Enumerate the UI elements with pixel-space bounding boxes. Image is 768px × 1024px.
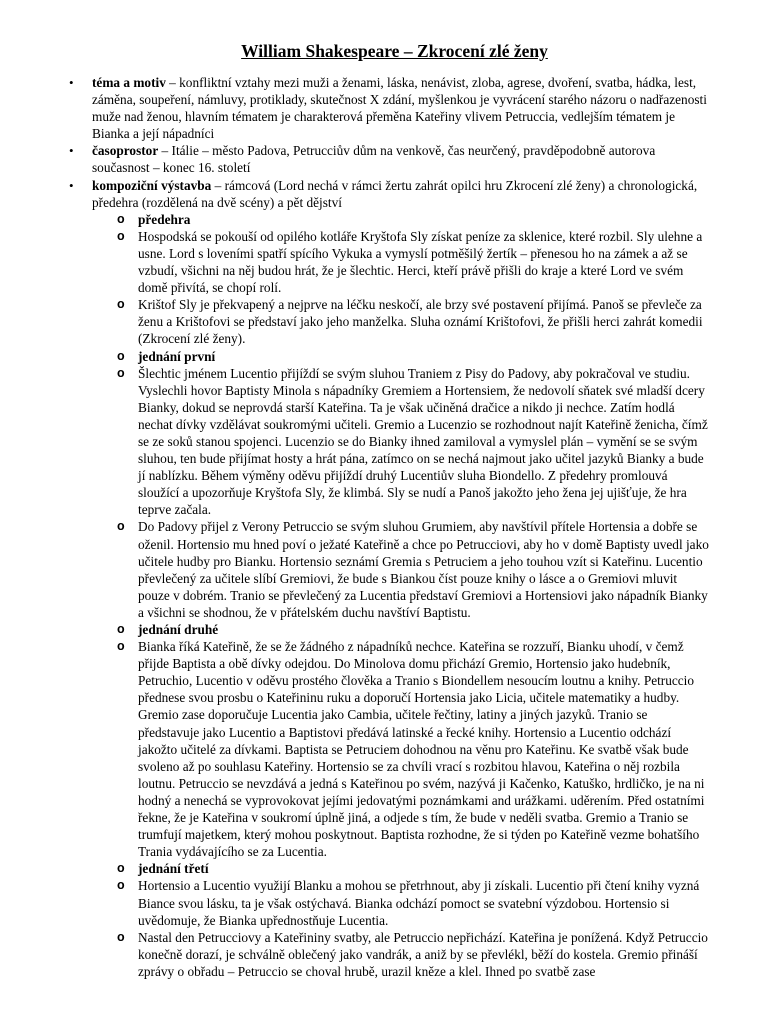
sub-bullet-icon: o bbox=[117, 211, 125, 226]
paragraph-text: Bianka říká Kateřině, že se že žádného z nápadníků nechce. Kateřina se rozzuří, Bianku uhodí, v čemž přijde Baptista a obě dívky odejdou. Do Minolova domu přichází Gremio, Hortensio jako hudebník, Petruchio, Lucentio v oděvu prostého člověka a Tranio s Biondellem nesoucím loutnu a knihy. Petruccio přednese svou prosbu o Kateřininu ruku a doporučí Hortensia jako Licia, učitele matematiky a hudby. Gremio zase doporučuje Lucentia jako Cambia, učitele řečtiny, latiny a jiných jazyků. Tranio se představuje jako Lucentio a Baptistovi předává latinské a řecké knihy. Hortensio a Lucentio odchází jakožto učitelé za dívkami. Baptista se Petruciem dohodnou na věnu pro Kateřinu. Ke svatbě však bude svoleno až po souhlasu Kateřiny. Hortensio se za chvíli vrací s rozbitou hlavou, Kateřina o něj rozbila loutnu. Petruccio se nevzdává a jedná s Kateřinou po svém, nazývá ji Kačenko, Katuško, hrdličko, je na ni hodný a nenechá se vyprovokovat jejími jedovatými poznámkami and urážkami. bbox=[138, 639, 705, 808]
bullet-icon: • bbox=[69, 143, 74, 159]
paragraph-text: Do Padovy přijel z Verony Petruccio se svým sluhou Grumiem, aby navštívil přítele Hortensia a dobře se oženil. Hortensio mu hned poví o ježaté Kateřině a chce po Petrucciovi, aby ho v domě Baptisty uvedl jako učitele hudby pro Bianku. Hortensio seznámí Gremia s Petruciem a jeho touhou vzít si Kateřinu. Lucentio převlečený za učitele slíbí Gremiovi, že bude s Biankou číst pouze knihy o lásce a o Gremiovi mluvit pouze v dobrém. Tranio se převlečený za Lucentia představí Gremiovi a Hortensiovi jako nápadník Bianky a všichni se shodnou, že v přátelském duchu navštíví Baptistu. bbox=[138, 519, 709, 620]
paragraph bbox=[117, 929, 712, 980]
subheading-text: jednání druhé bbox=[138, 622, 219, 637]
paragraph bbox=[117, 365, 712, 519]
paragraph-text: Nastal den Petrucciovy a Kateřininy svatby, ale Petruccio nepřichází. Kateřina je ponížená. Když Petruccio konečně dorazí, je schválně oblečený jako vandrák, a aniž by se převlékl, běží do kostela. Gremio přináší zprávy o obřadu – Petruccio se choval hrubě, urazil kněze a klel. Ihned po svatbě zase bbox=[138, 929, 708, 979]
main-list bbox=[67, 74, 712, 980]
sub-bullet-icon: o bbox=[117, 348, 125, 363]
paragraph-text: Krištof Sly je překvapený a nejprve na léčku neskočí, ale brzy své postavení přijímá. Panoš se převleče za ženu a Krištofovi se představí jako jeho manželka. Sluha oznámí Krištofovi, že přišli herci zahrát komedii (Zkrocení zlé ženy). bbox=[138, 297, 703, 347]
sub-bullet-icon: o bbox=[117, 639, 125, 654]
item-text: – rámcová (Lord nechá v rámci žertu zahrát opilci hru Zkrocení zlé ženy) a chronologická, předehra (rozdělená na dvě scény) a pět dějství bbox=[92, 177, 698, 210]
sub-bullet-icon: o bbox=[117, 297, 125, 312]
list-item-casoprostor bbox=[67, 142, 712, 176]
sub-list bbox=[92, 211, 712, 980]
sub-bullet-icon: o bbox=[117, 365, 125, 380]
sub-bullet-icon: o bbox=[117, 519, 125, 534]
sub-bullet-icon: o bbox=[117, 878, 125, 893]
sub-bullet-icon: o bbox=[117, 861, 125, 876]
sub-bullet-icon: o bbox=[117, 622, 125, 636]
item-label: kompoziční výstavba bbox=[92, 177, 212, 193]
document-title: William Shakespeare – Zkrocení zlé ženy bbox=[241, 41, 548, 61]
paragraph-text-continued: uděrením. Před ostatními řekne, že je Kateřina v soukromí úplně jiná, a odjede s tím, že bude v neděli svatba. Gremio a Tranio se trumfují majetkem, který mohou poskytnout. Baptista rozhodne, že si týden po Kateřině vezme bohatšího Trania vydávajícího se za Lucentia. bbox=[138, 792, 705, 860]
paragraph bbox=[117, 228, 712, 296]
item-text: – Itálie – město Padova, Petrucciův dům na venkově, čas neurčený, pravděpodobně autorova současnost – konec 16. století bbox=[92, 143, 656, 176]
paragraph-text: Hortensio a Lucentio využijí Blanku a mohou se přetrhnout, aby ji získali. Lucentio při čtení knihy vyzná Biance svou lásku, ta je však ostýchavá. Bianka odchází pomoct se svatební výzdobou. Hortensio si uvědomuje, že Bianka upřednostňuje Lucentia. bbox=[138, 878, 700, 928]
paragraph bbox=[117, 638, 712, 860]
subheading-text: jednání první bbox=[138, 348, 216, 364]
paragraph bbox=[117, 518, 712, 621]
list-item-tema bbox=[67, 74, 712, 142]
subheading-jednani-prvni bbox=[117, 348, 712, 365]
subheading-jednani-treti bbox=[117, 860, 712, 877]
paragraph bbox=[117, 296, 712, 347]
sub-bullet-icon: o bbox=[117, 228, 125, 243]
subheading-predehra bbox=[117, 211, 712, 228]
item-label: téma a motiv bbox=[92, 75, 166, 90]
paragraph-text: Hospodská se pokouší od opilého kotláře Kryštofa Sly získat peníze za sklenice, které rozbil. Sly ulehne a usne. Lord s loveními spatří spícího Vykuka a vymyslí potměšilý žertík – přenesou ho na zámek a až se vzbudí, všichni na něj budou hrát, že je šlechtic. Herci, kteří právě přišli do kraje a které Lord ve svém domě přivítá, se chopí rolí. bbox=[138, 228, 703, 296]
item-label: časoprostor bbox=[92, 143, 159, 159]
paragraph-text: Šlechtic jménem Lucentio přijíždí se svým sluhou Traniem z Pisy do Padovy, aby pokračoval ve studiu. Vyslechli hovor Baptisty Minola s nápadníky Gremiem a Hortensiem, že nedovolí sňatek své mladší dcery Bianky, dokud se neprovdá starší Kateřina. Ta je však učiněná dračice a nikdo ji nechce. Zatím hodlá nechat dívky vzdělávat soukromými učiteli. Gremio a Lucenzio se rozhodnout najít Kateřině ženicha, čímž se ze soků stanou spojenci. Lucenzio se do Bianky ihned zamiloval a vymyslel plán – vymění se se svým sluhou, ten bude přijímat hosty a hrát pána, zatímco on se nechá najmout jako učitel jazyků Bianky a bude jí nablízku. Během výměny oděvu přijíždí druhý Lucentiův sluha Biondello. Z předehry promlouvá sloužící a upozorňuje Kryštofa Sly, že klimbá. Sly se nudí a Panoš jakožto jeho žena jej ujišťuje, že hra teprve začala. bbox=[138, 365, 708, 518]
subheading-text: předehra bbox=[138, 211, 191, 227]
item-text: – konfliktní vztahy mezi muži a ženami, láska, nenávist, zloba, agrese, dvoření, svatba, hádka, lest, záměna, soupeření, námluvy, protiklady, skutečnost X zdání, myšlenkou je vyvrácení starého názoru o nadřazenosti muže nad ženou, hlavním tématem je charakterová přeměna Kateřiny vlivem Petruccia, vedlejším tématem je Bianka a její nápadníci bbox=[92, 75, 707, 142]
list-item-kompozice bbox=[67, 177, 712, 980]
bullet-icon: • bbox=[69, 177, 74, 193]
sub-bullet-icon: o bbox=[117, 929, 125, 944]
subheading-text: jednání třetí bbox=[138, 861, 209, 877]
bullet-icon: • bbox=[69, 75, 74, 90]
paragraph bbox=[117, 877, 712, 928]
subheading-jednani-druhe bbox=[117, 621, 712, 638]
